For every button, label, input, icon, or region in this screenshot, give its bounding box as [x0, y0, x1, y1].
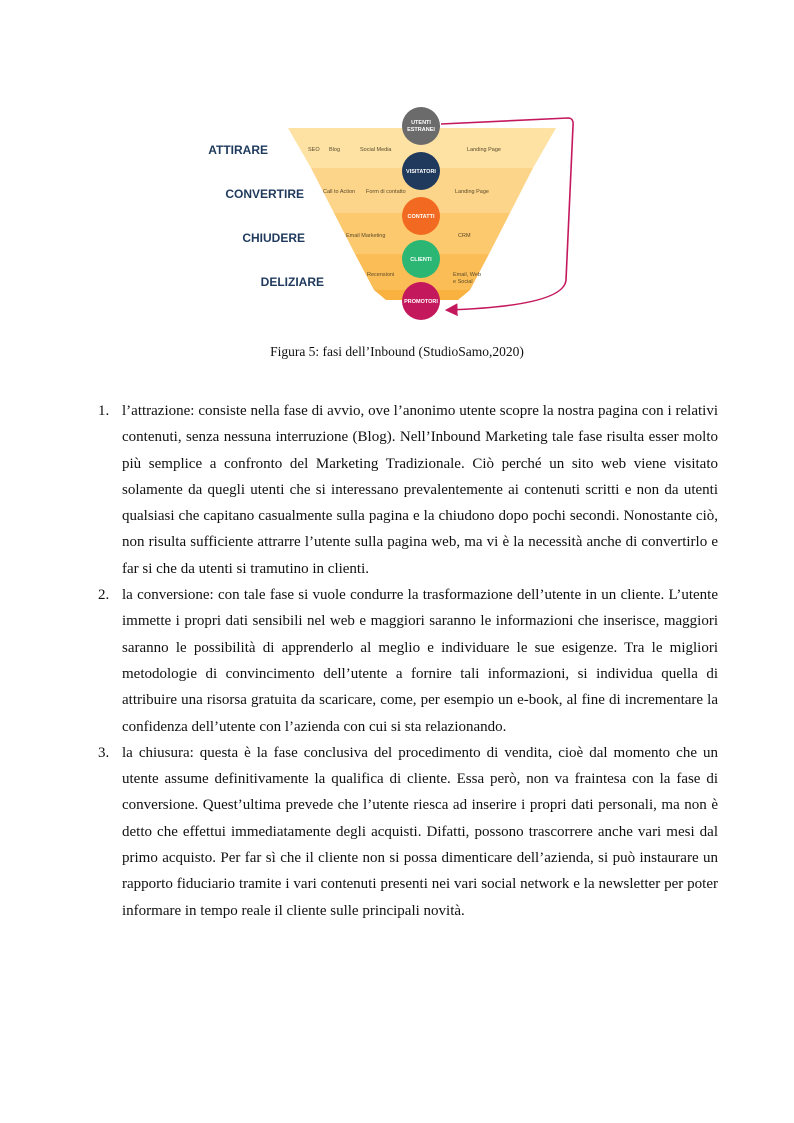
list-item [94, 740, 718, 924]
tier-3-crm: CRM [458, 233, 471, 239]
inbound-funnel-diagram [200, 100, 600, 330]
stage-label-chiudere: CHIUDERE [242, 231, 305, 245]
stage-label-attirare: ATTIRARE [208, 143, 268, 157]
circle-promotori-label: PROMOTORI [404, 299, 438, 305]
circle-promotori [402, 282, 440, 320]
list-item-number: 2. [98, 587, 110, 604]
tier-4-e-social: e Social [453, 279, 473, 285]
tier-1-landing-page: Landing Page [467, 147, 501, 153]
circle-visitatori [402, 152, 440, 190]
tier-1-social-media: Social Media [360, 147, 392, 153]
circle-utenti-estranei-line2: ESTRANEI [407, 127, 435, 133]
tier-4-recensioni: Recensioni [367, 272, 395, 278]
circle-utenti-estranei [402, 107, 440, 145]
list-item-text: l’attrazione: consiste nella fase di avvio, ove l’anonimo utente scopre la nostra pagina con i relativi contenuti, senza nessuna interruzione (Blog). Nell’Inbound Marketing tale fase risulta esser molto più semplice a confronto del Marketing Tradizionale. Ciò perché un sito web viene visitato solamente da quegli utenti che si interessano prevalentemente ai contenuti scritti e non da utenti qualsiasi che capitano casualmente sulla pagina e la chiudono dopo pochi secondi. Nonostante ciò, non risulta sufficiente attrarre l’utente sulla pagina web, ma vi è la necessità anche di convertirlo e far si che da utenti si tramutino in clienti. [122, 403, 718, 577]
phases-list [94, 398, 718, 924]
list-item-text: la conversione: con tale fase si vuole condurre la trasformazione dell’utente in un cliente. L’utente immette i propri dati sensibili nel web e maggiori saranno le informazioni che inserisce, maggiori saranno le possibilità di apprenderlo al meglio e individuare le sue esigenze. Tra le migliori metodologie di convincimento dell’utente a fornire tali informazioni, si individua quella di attribuire una risorsa gratuita da scaricare, come, per esempio un e-book, al fine di incrementare la confidenza dell’utente con l’azienda con cui si sta relazionando. [122, 587, 718, 735]
stage-label-convertire: CONVERTIRE [225, 187, 304, 201]
circle-contatti-label: CONTATTI [407, 214, 435, 220]
list-item [94, 582, 718, 740]
circle-clienti-label: CLIENTI [410, 257, 432, 263]
circle-contatti [402, 197, 440, 235]
circle-visitatori-label: VISITATORI [406, 169, 436, 175]
circle-utenti-estranei-line1: UTENTI [411, 120, 431, 126]
tier-2-landing-page: Landing Page [455, 189, 489, 195]
list-item [94, 398, 718, 582]
inbound-funnel-figure [200, 100, 600, 330]
tier-3-email-marketing: Email Marketing [346, 233, 386, 239]
stage-label-deliziare: DELIZIARE [260, 275, 324, 289]
circle-clienti [402, 240, 440, 278]
list-item-text: la chiusura: questa è la fase conclusiva del procedimento di vendita, cioè dal momento che un utente assume definitivamente la qualifica di cliente. Essa però, non va fraintesa con la fase di conversione. Quest’ultima prevede che l’utente riesca ad inserire i propri dati personali, ma non è detto che effettui immediatamente degli acquisti. Difatti, possono trascorrere anche vari mesi dal primo acquisto. Per far sì che il cliente non si possa dimenticare dell’azienda, si può instaurare un rapporto fiduciario tramite i vari contenuti presenti nei vari social network e la newsletter per poter informare in tempo reale il cliente sulle principali novità. [122, 744, 718, 919]
list-item-number: 3. [98, 744, 110, 761]
tier-4-email-web: Email, Web [453, 272, 482, 278]
tier-1-blog: Blog [329, 147, 341, 153]
tier-2-form-contatto: Form di contatto [366, 189, 406, 195]
list-item-number: 1. [98, 403, 110, 419]
tier-2-call-to-action: Call to Action [323, 189, 356, 195]
tier-1-seo: SEO [308, 147, 320, 153]
figure-caption: Figura 5: fasi dell’Inbound (StudioSamo,2020) [270, 344, 524, 359]
circle-utenti-estranei-shape [402, 107, 440, 145]
